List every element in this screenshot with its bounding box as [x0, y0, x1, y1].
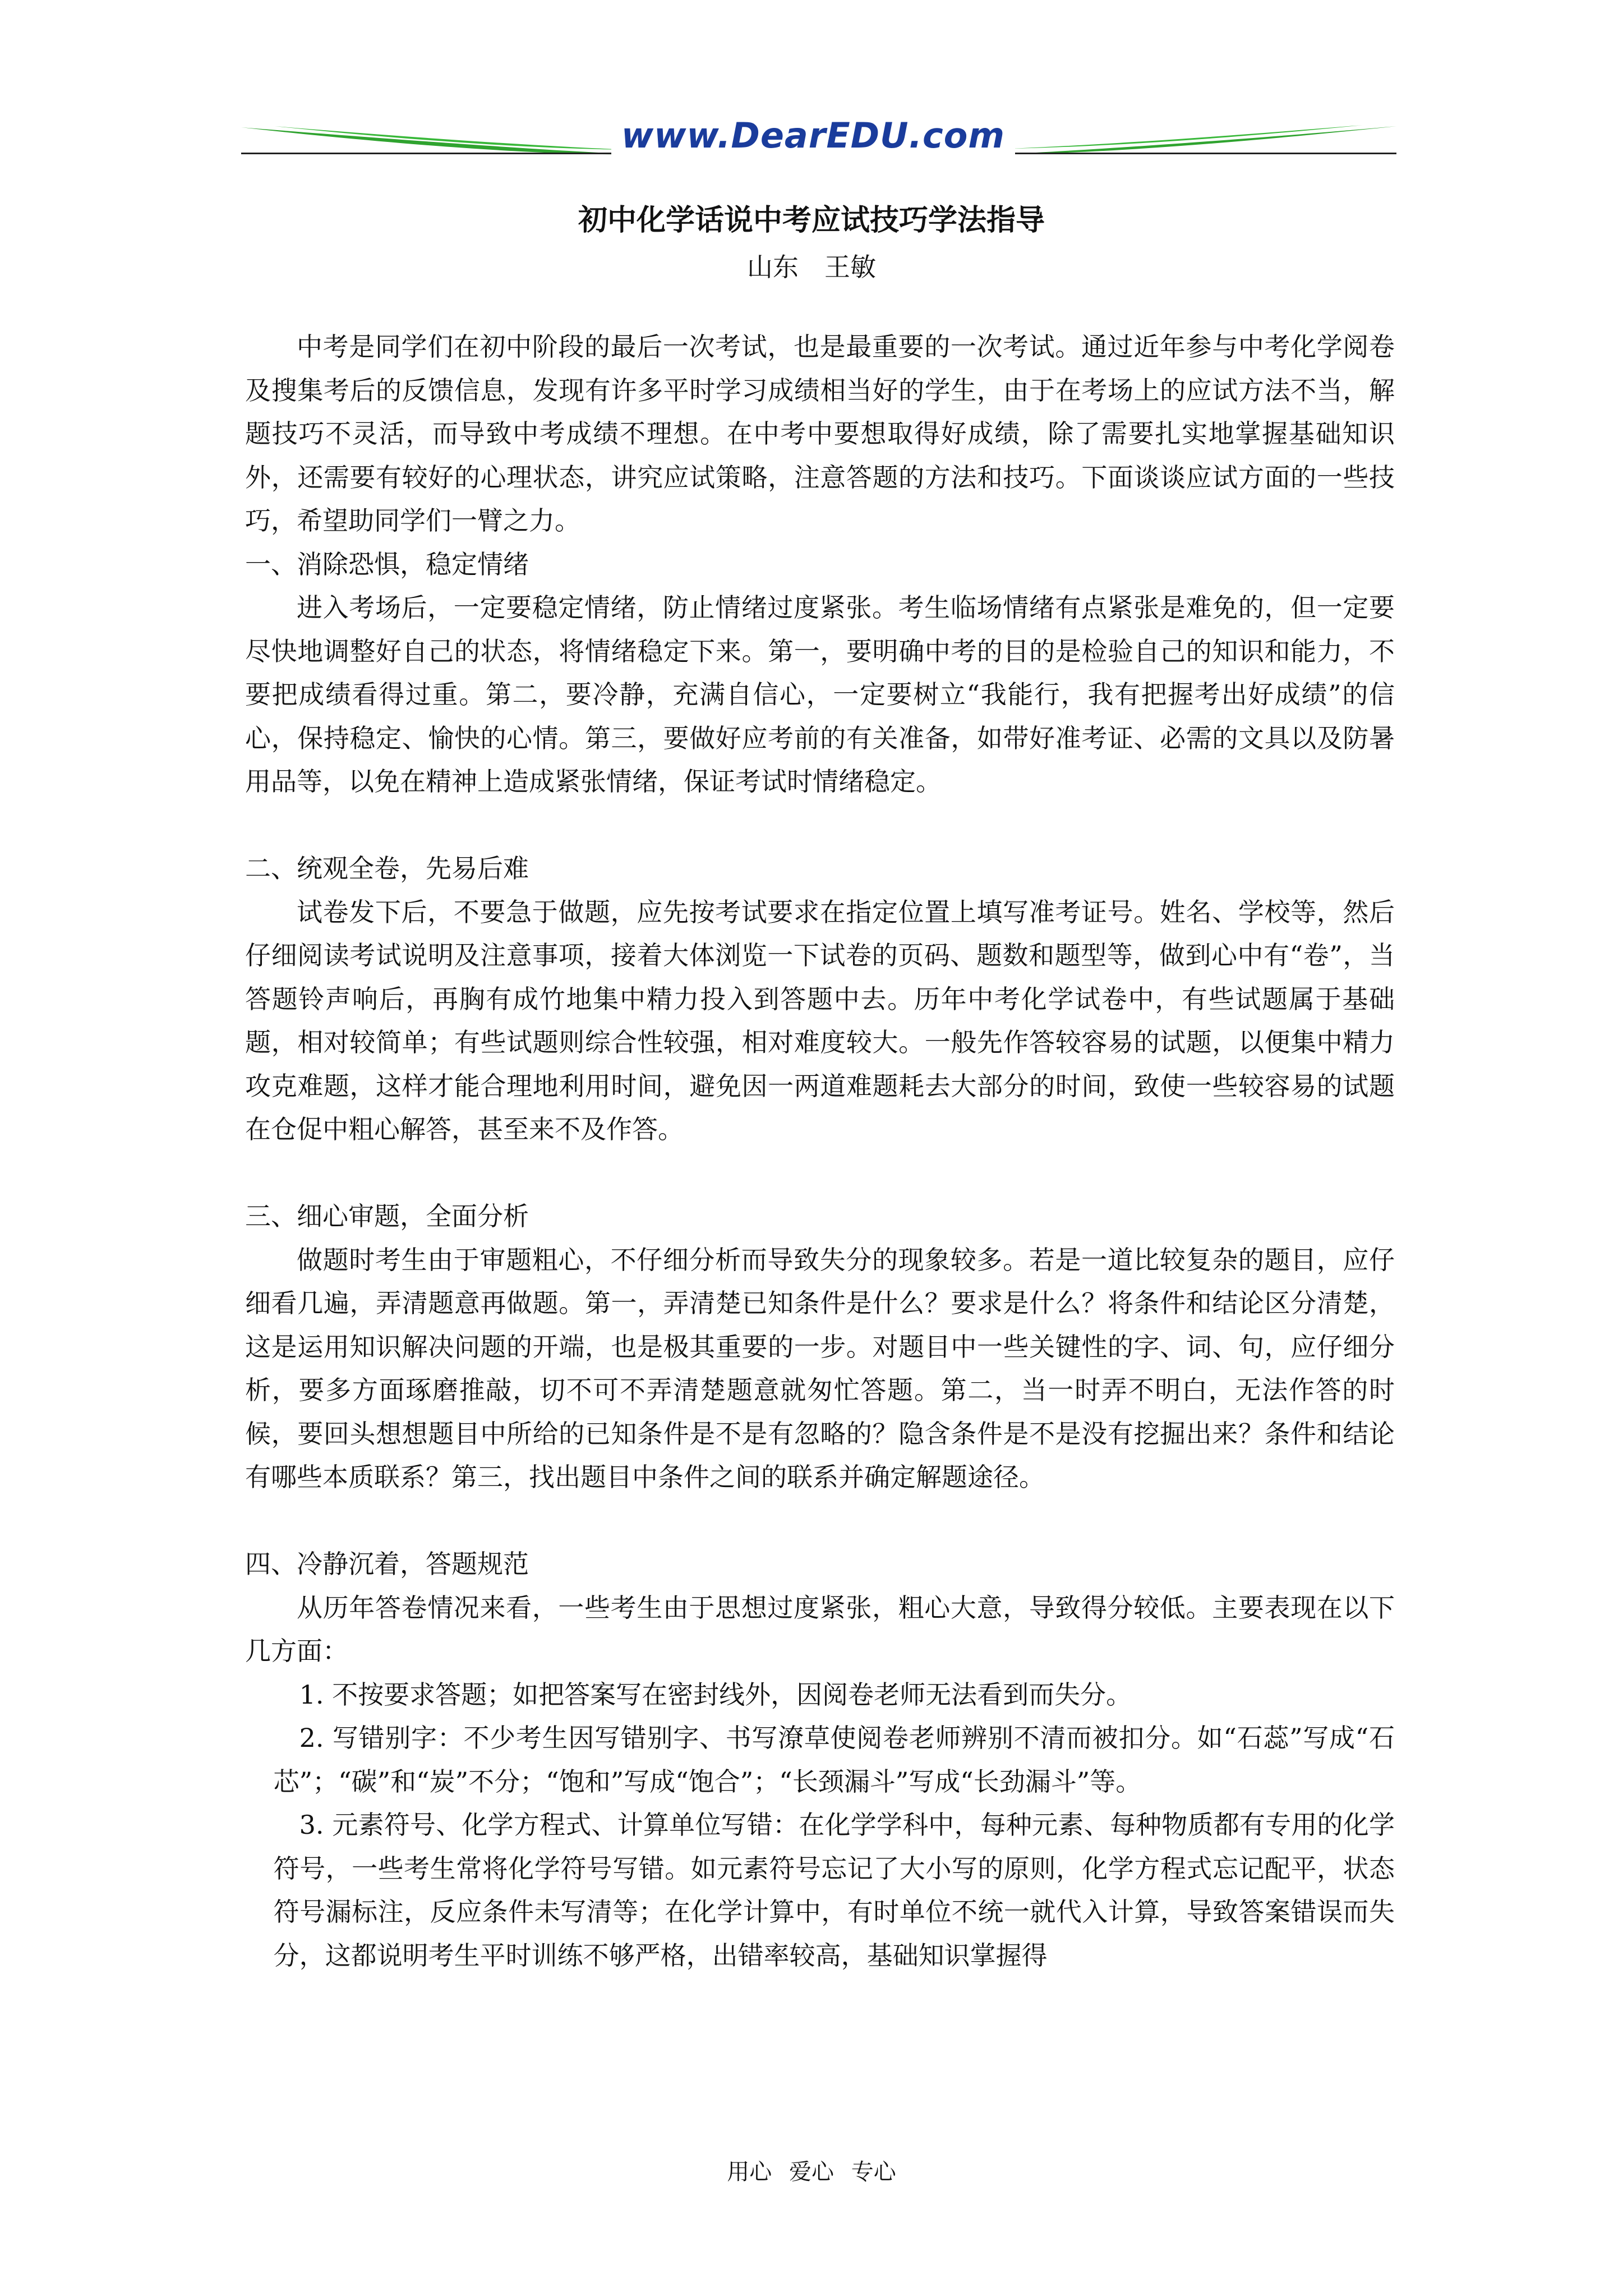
document-body [245, 325, 1395, 1977]
section-heading: 二、统观全卷，先易后难 [245, 853, 529, 884]
right-swoosh [1004, 126, 1396, 154]
document-author: 山东 王敏 [747, 252, 876, 282]
section-paragraph: 做题时考生由于审题粗心，不仔细分析而导致失分的现象较多。若是一道比较复杂的题目，应仔细看几遍，弄清题意再做题。第一，弄清楚已知条件是什么？要求是什么？将条件和结论区分清楚，这是运用知识解决问题的开端，也是极其重要的一步。对题目中一些关键性的字、词、句，应仔细分析，要多方面琢磨推敲，切不可不弄清楚题意就匆忙答题。第二，当一时弄不明白，无法作答的时候，要回头想想题目中所给的已知条件是不是有忽略的？隐含条件是不是没有挖掘出来？条件和结论有哪些本质联系？第三，找出题目中条件之间的联系并确定解题途径。 [245, 1244, 1395, 1492]
section-heading: 四、冷静沉着，答题规范 [245, 1549, 529, 1579]
paragraph-gap [245, 804, 1395, 848]
list-item: 2. 写错别字：不少考生因写错别字、书写潦草使阅卷老师辨别不清而被扣分。如“石蕊”写成“石芯”；“碳”和“炭”不分；“饱和”写成“饱合”；“长颈漏斗”写成“长劲漏斗”等。 [273, 1723, 1395, 1797]
section-heading: 三、细心审题，全面分析 [245, 1201, 529, 1231]
left-swoosh [241, 127, 634, 154]
section-paragraph: 试卷发下后，不要急于做题，应先按考试要求在指定位置上填写准考证号。姓名、学校等，然后仔细阅读考试说明及注意事项，接着大体浏览一下试卷的页码、题数和题型等，做到心中有“卷”，当答题铃声响后，再胸有成竹地集中精力投入到答题中去。历年中考化学试卷中，有些试题属于基础题，相对较简单；有些试题则综合性较强，相对难度较大。一般先作答较容易的试题，以便集中精力攻克难题，这样才能合理地利用时间，避免因一两道难题耗去大部分的时间，致使一些较容易的试题在仓促中粗心解答，甚至来不及作答。 [245, 896, 1395, 1144]
paragraph-gap [245, 1499, 1395, 1543]
page-footer: 用心 爱心 专心 [727, 2159, 896, 2185]
intro-paragraph: 中考是同学们在初中阶段的最后一次考试，也是最重要的一次考试。通过近年参与中考化学阅卷及搜集考后的反馈信息，发现有许多平时学习成绩相当好的学生，由于在考场上的应试方法不当，解题技巧不灵活，而导致中考成绩不理想。在中考中要想取得好成绩，除了需要扎实地掌握基础知识外，还需要有较好的心理状态，讲究应试策略，注意答题的方法和技巧。下面谈谈应试方面的一些技巧，希望助同学们一臂之力。 [245, 332, 1395, 536]
section-paragraph: 从历年答卷情况来看，一些考生由于思想过度紧张，粗心大意，导致得分较低。主要表现在以下几方面： [245, 1592, 1395, 1666]
section-heading: 一、消除恐惧，稳定情绪 [245, 549, 529, 579]
list-item: 1. 不按要求答题；如把答案写在密封线外，因阅卷老师无法看到而失分。 [299, 1679, 1132, 1710]
document-title: 初中化学话说中考应试技巧学法指导 [578, 203, 1045, 237]
paragraph-gap [245, 1152, 1395, 1195]
site-logo-text: www.DearEDU.com [611, 110, 1015, 160]
list-item: 3. 元素符号、化学方程式、计算单位写错：在化学学科中，每种元素、每种物质都有专用的化学符号，一些考生常将化学符号写错。如元素符号忘记了大小写的原则，化学方程式忘记配平，状态符号漏标注，反应条件未写清等；在化学计算中，有时单位不统一就代入计算，导致答案错误而失分，这都说明考生平时训练不够严格，出错率较高，基础知识掌握得 [273, 1810, 1395, 1971]
section-paragraph: 进入考场后，一定要稳定情绪，防止情绪过度紧张。考生临场情绪有点紧张是难免的，但一定要尽快地调整好自己的状态，将情绪稳定下来。第一，要明确中考的目的是检验自己的知识和能力，不要把成绩看得过重。第二，要冷静，充满自信心，一定要树立“我能行，我有把握考出好成绩”的信心，保持稳定、愉快的心情。第三，要做好应考前的有关准备，如带好准考证、必需的文具以及防暑用品等，以免在精神上造成紧张情绪，保证考试时情绪稳定。 [245, 592, 1395, 797]
